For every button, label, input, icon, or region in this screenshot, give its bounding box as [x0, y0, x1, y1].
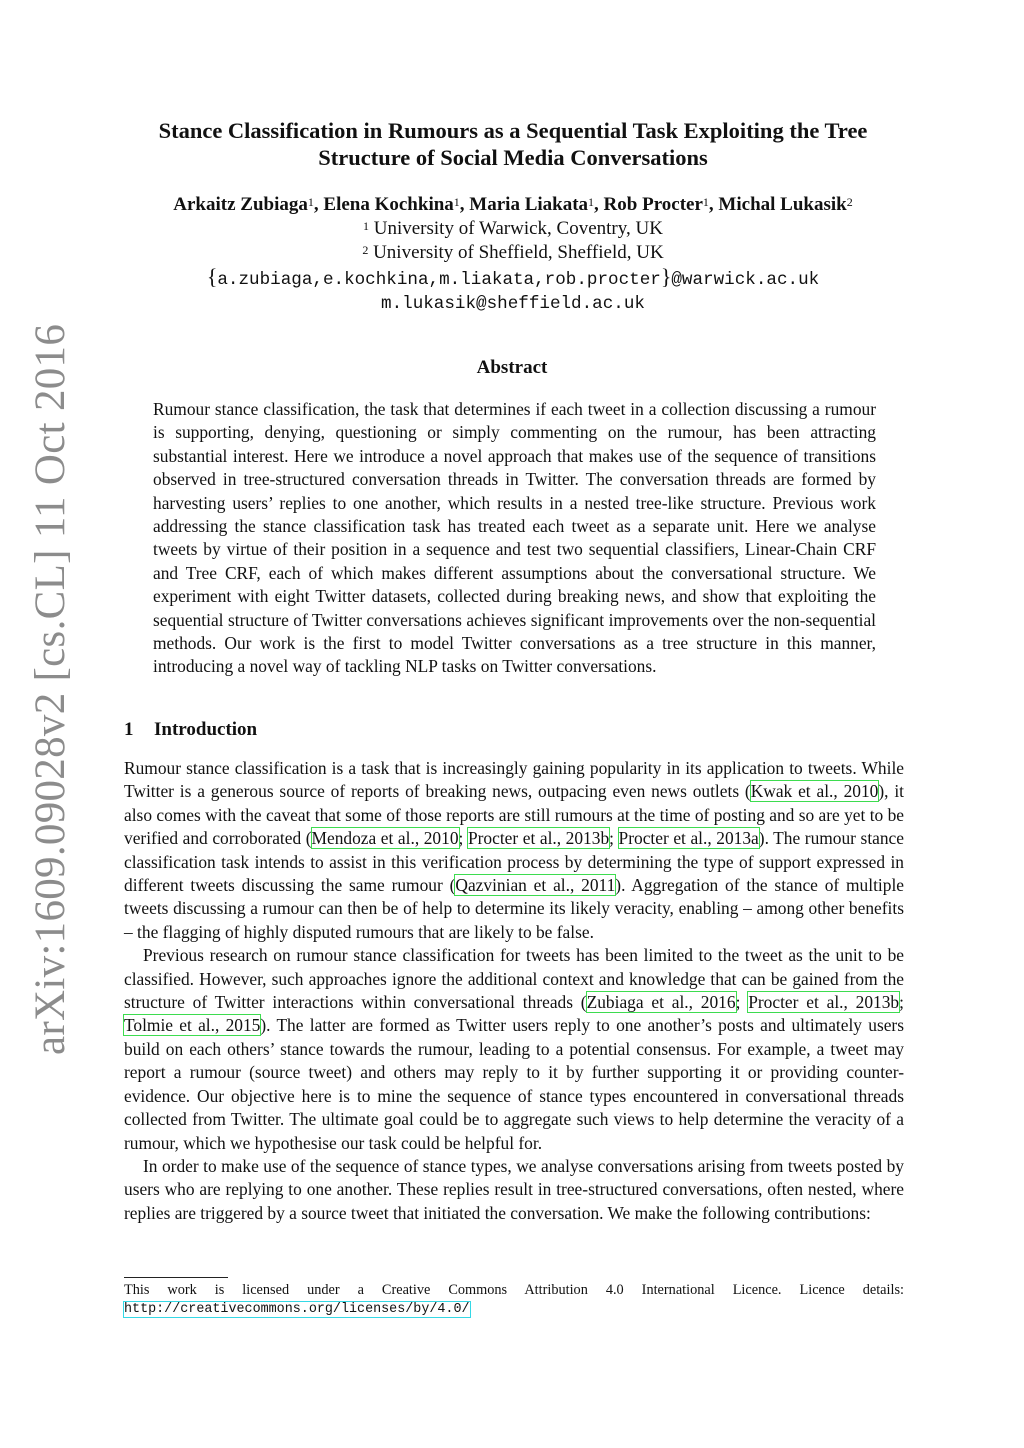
section-body	[124, 757, 904, 1225]
author-affiliation-mark: 1	[588, 195, 595, 209]
author-list: Arkaitz Zubiaga$^1$, Elena Kochkina$^1$, Maria Liakata$^1$, Rob Procter$^1$, Michal Lukasik$^2$	[173, 194, 853, 215]
affiliation-2: $^2$ University of Sheffield, Sheffield, UK	[362, 242, 664, 263]
author-block	[100, 193, 926, 316]
paragraph-text: Previous research on rumour stance classification for tweets has been limited to the tweet as the unit to be classified. However, such approaches ignore the additional context and knowledge that can be gained from the structure of Twitter interactions within conversational threads (	[124, 945, 904, 1013]
licence-link[interactable]: http://creativecommons.org/licenses/by/4.0/	[124, 1302, 470, 1317]
paragraph-text: ;	[735, 992, 749, 1013]
affiliation-1: $^1$ University of Warwick, Coventry, UK	[363, 218, 663, 239]
author-affiliation-mark: 2	[846, 195, 853, 209]
author-affiliation-mark: 1	[453, 195, 460, 209]
citation-link[interactable]: Qazvinian et al., 2011	[455, 875, 616, 896]
paragraph-text: Rumour stance classification is a task that is increasingly gaining popularity in its application to tweets. While Twitter is a generous source of reports of breaking news, outpacing even news outlets (	[124, 758, 904, 802]
paragraph-text: ). The latter are formed as Twitter users reply to one another’s posts and ultimately users build on each others’ stance towards the rumour, leading to a potential consensus. For example, a tweet may report a rumour (source tweet) and others may reply to it by further supporting it or providing counter-evidence. Our objective here is to mine the sequence of stance types encountered in conversational threads collected from Twitter. The ultimate goal could be to aggregate such views to help determine the veracity of a rumour, which we hypothesise our task could be helpful for.	[124, 1015, 904, 1153]
citation-link[interactable]: Kwak et al., 2010	[750, 781, 879, 802]
title-line-1: Stance Classification in Rumours as a Sequential Task Exploiting the Tree	[158, 118, 868, 143]
footnote-rule	[124, 1277, 228, 1278]
paragraph-text: ). The rumour stance classification task intends to assist in this verification process by determining the type of support expressed in different tweets discussing the same rumour (	[124, 828, 904, 896]
paragraph-text: ). Aggregation of the stance of multiple tweets discussing a rumour can then be of help to determine its likely veracity, enabling – among other benefits – the flagging of highly disputed rumours that are likely to be false.	[124, 875, 904, 942]
author-name: Rob Procter	[603, 194, 703, 215]
paragraph-2	[124, 944, 904, 1155]
author-name: Michal Lukasik	[718, 194, 847, 215]
footnote-text: This work is licensed under a Creative Commons Attribution 4.0 International Licence. Licence details:	[124, 1282, 904, 1298]
paper-title	[100, 117, 926, 171]
footnote	[124, 1281, 904, 1319]
paragraph-text: ;	[458, 828, 468, 849]
section-title: Introduction	[154, 719, 258, 740]
citation-link[interactable]: Procter et al., 2013a	[618, 828, 759, 849]
author-name: Elena Kochkina	[323, 194, 454, 215]
abstract-heading: Abstract	[476, 357, 548, 378]
paragraph-text: ), it also comes with the caveat that some of those reports are still rumours at the time of posting and so are yet to be verified and corroborated (	[124, 781, 905, 849]
citation-link[interactable]: Mendoza et al., 2010	[311, 828, 459, 849]
paragraph-text: ;	[609, 828, 619, 849]
abstract-text: Rumour stance classification, the task that determines if each tweet in a collection discussing a rumour is supporting, denying, questioning or simply commenting on the rumour, has been attracting substantial interest. Here we introduce a novel approach that makes use of the sequence of transitions observed in tree-structured conversation threads in Twitter. The conversation threads are formed by harvesting users’ replies to one another, which results in a nested tree-like structure. Previous work addressing the stance classification task has treated each tweet as a separate unit. Here we analyse tweets by virtue of their position in a sequence and test two sequential classifiers, Linear-Chain CRF and Tree CRF, each of which makes different assumptions about the conversational structure. We experiment with eight Twitter datasets, collected during breaking news, and show that exploiting the sequential structure of Twitter conversations achieves significant improvements over the non-sequential methods. Our work is the first to model Twitter conversations as a tree structure in this manner, introducing a novel way of tackling NLP tasks on Twitter conversations.	[153, 399, 876, 677]
author-affiliation-mark: 1	[702, 195, 709, 209]
author-name: Arkaitz Zubiaga	[173, 194, 308, 215]
citation-link[interactable]: Tolmie et al., 2015	[124, 1015, 261, 1036]
paragraph-1	[124, 757, 904, 944]
citation-link[interactable]: Procter et al., 2013b	[748, 992, 900, 1013]
author-affiliation-mark: 1	[307, 195, 314, 209]
paragraph-3: In order to make use of the sequence of stance types, we analyse conversations arising from tweets posted by users who are replying to one another. These replies result in tree-structured conversations, often nested, where replies are triggered by a source tweet that initiated the conversation. We make the following contributions:	[124, 1155, 904, 1223]
section-number: 1	[124, 719, 134, 740]
citation-link[interactable]: Zubiaga et al., 2016	[586, 992, 736, 1013]
arxiv-stamp: arXiv:1609.09028v2 [cs.CL] 11 Oct 2016	[27, 323, 74, 1055]
email-line-1: {a.zubiaga,e.kochkina,m.liakata,rob.procter}@warwick.ac.uk	[206, 264, 820, 290]
author-name: Maria Liakata	[469, 194, 589, 215]
email-line-2: m.lukasik@sheffield.ac.uk	[381, 294, 645, 314]
paragraph-text: ;	[899, 992, 904, 1013]
title-line-2: Structure of Social Media Conversations	[318, 145, 708, 170]
section-heading	[124, 719, 257, 741]
citation-link[interactable]: Procter et al., 2013b	[467, 828, 610, 849]
